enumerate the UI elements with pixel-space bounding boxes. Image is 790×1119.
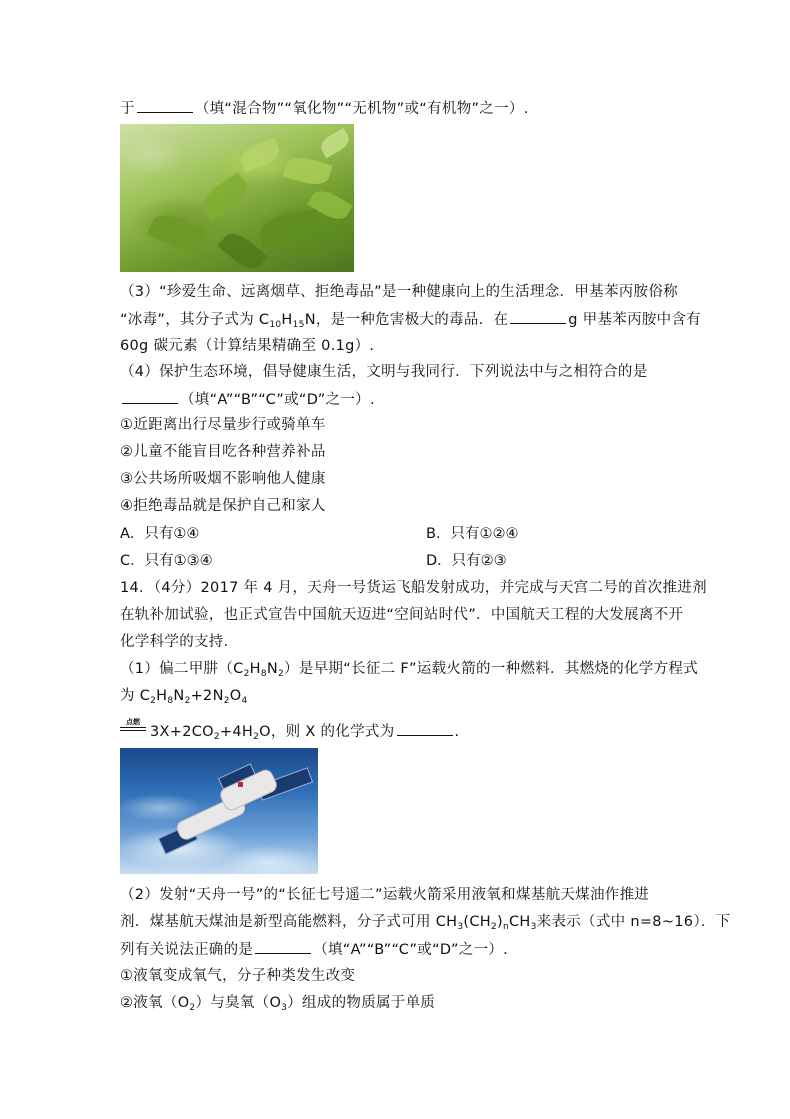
subscript: 15 [292, 320, 305, 330]
reaction-condition [120, 718, 146, 731]
subscript: 2 [189, 1003, 196, 1013]
text: H [281, 312, 293, 328]
text: +2N [190, 688, 224, 704]
text: “冰毒”，其分子式为 C [120, 312, 270, 328]
text: ）是早期“长征二 F”运载火箭的一种燃料．其燃烧的化学方程式 [284, 661, 699, 677]
text: 于 [120, 101, 135, 117]
subscript: 2 [278, 669, 285, 679]
text: +4H [219, 724, 254, 740]
spacecraft-docking-photo [120, 748, 318, 874]
q3-line-1: （3）“珍爱生命、远离烟草、拒绝毒品”是一种健康向上的生活理念．甲基苯丙胺俗称 [120, 284, 678, 300]
subscript: 2 [253, 732, 260, 742]
text: O，则 X 的化学式为 [259, 724, 395, 740]
subscript: 10 [269, 320, 282, 330]
answer-blank[interactable] [510, 309, 566, 324]
q4-line-2 [120, 389, 375, 410]
subscript: 2 [184, 696, 191, 706]
statement-3: ③公共场所吸烟不影响他人健康 [120, 471, 326, 487]
condition-label: 点燃 [126, 718, 140, 726]
option-a[interactable]: A．只有①④ [120, 526, 200, 542]
option-c[interactable]: C．只有①③④ [120, 553, 213, 569]
text: O [229, 688, 242, 704]
text: 剂．煤基航天煤油是新型高能燃料，分子式可用 CH [120, 914, 458, 930]
subscript: 3 [457, 922, 464, 932]
flag-mark [238, 782, 243, 787]
text: （填“A”“B”“C”或“D”之一）. [313, 942, 509, 958]
statement-2: ②儿童不能盲目吃各种营养补品 [120, 444, 326, 460]
answer-blank[interactable] [122, 389, 178, 404]
text: N [266, 661, 278, 677]
text: H [156, 688, 168, 704]
answer-blank[interactable] [137, 98, 193, 113]
text: 为 C [120, 688, 151, 704]
q14-2-line-1: （2）发射“天舟一号”的“长征七号遥二”运载火箭采用液氧和煤基航天煤油作推进 [120, 887, 650, 903]
equation-arrow [120, 727, 146, 731]
q14-1-line-2 [120, 686, 248, 711]
q3-line-3: 60g 碳元素（计算结果精确至 0.1g）. [120, 338, 375, 354]
text: ）与臭氧（O [195, 995, 282, 1011]
q14-line-2: 在轨补加试验，也正式宣告中国航天迈进“空间站时代”．中国航天工程的大发展离不开 [120, 607, 684, 623]
q14-2-line-3 [120, 939, 508, 960]
subscript: 2 [243, 669, 250, 679]
text: ）组成的物质属于单质 [287, 995, 436, 1011]
subscript: 3 [530, 922, 537, 932]
q14-1-line-3 [150, 721, 459, 747]
text: g 甲基苯丙胺中含有 [568, 312, 702, 328]
statement-4: ④拒绝毒品就是保护自己和家人 [120, 498, 326, 514]
q14-1-line-1 [120, 659, 698, 684]
tea-plant-photo [120, 124, 354, 272]
subscript: 8 [167, 696, 174, 706]
text: ②液氧（O [120, 995, 190, 1011]
option-d[interactable]: D．只有②③ [426, 553, 507, 569]
text: 列有关说法正确的是 [120, 942, 254, 958]
text: . [454, 724, 460, 740]
q14-line-3: 化学科学的支持． [120, 634, 239, 650]
statement-s2 [120, 993, 435, 1018]
text: N [173, 688, 185, 704]
subscript: 8 [260, 669, 267, 679]
statement-1: ①近距离出行尽量步行或骑单车 [120, 417, 326, 433]
text: N，是一种危害极大的毒品．在 [304, 312, 509, 328]
answer-blank[interactable] [255, 939, 311, 954]
text: 来表示（式中 n=8~16）．下 [536, 914, 731, 930]
text: （1）偏二甲肼（C [120, 661, 244, 677]
text: (CH [463, 914, 491, 930]
option-b[interactable]: B．只有①②④ [426, 526, 519, 542]
text: ) [497, 914, 503, 930]
statement-s1: ①液氧变成氧气，分子种类发生改变 [120, 968, 356, 984]
q3-line-2 [120, 309, 701, 335]
text: （填“混合物”“氧化物”“无机物”或“有机物”之一）. [194, 101, 529, 117]
subscript: 2 [490, 922, 497, 932]
subscript: 2 [150, 696, 157, 706]
subscript: n [502, 922, 509, 932]
q2-tail-line [120, 98, 529, 119]
subscript: 2 [213, 732, 220, 742]
text: （填“A”“B”“C”或“D”之一）. [180, 392, 375, 408]
text: 3X+2CO [150, 724, 214, 740]
text: CH [508, 914, 531, 930]
answer-blank[interactable] [397, 721, 453, 736]
q14-2-line-2 [120, 912, 730, 937]
text: H [249, 661, 261, 677]
subscript: 3 [281, 1003, 288, 1013]
subscript: 2 [223, 696, 230, 706]
q4-line-1: （4）保护生态环境，倡导健康生活，文明与我同行．下列说法中与之相符合的是 [120, 364, 648, 380]
q14-line-1: 14．（4分）2017 年 4 月，天舟一号货运飞船发射成功，并完成与天宫二号的首次推进剂 [120, 580, 707, 596]
subscript: 4 [241, 696, 248, 706]
